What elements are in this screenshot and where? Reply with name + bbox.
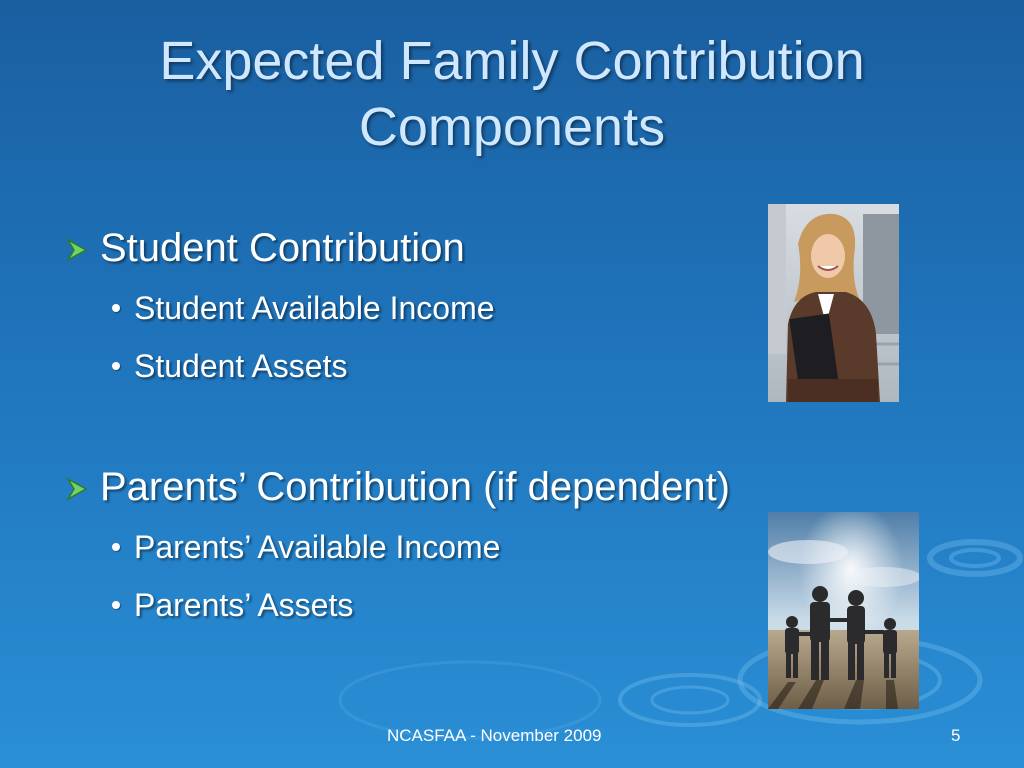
dot-bullet-icon xyxy=(112,304,120,312)
family-beach-photo xyxy=(768,512,919,709)
footer-text: NCASFAA - November 2009 xyxy=(387,726,602,745)
section-heading: Student Contribution xyxy=(100,226,465,270)
bullet-parents-assets xyxy=(112,585,353,625)
dot-bullet-icon xyxy=(112,543,120,551)
slide-title-line-1: Expected Family Contribution xyxy=(159,31,865,91)
dot-bullet-icon xyxy=(112,362,120,370)
student-photo xyxy=(768,204,899,402)
arrow-bullet-icon xyxy=(64,226,100,274)
bullet-student-assets xyxy=(112,346,347,386)
list-item: Student Assets xyxy=(134,348,348,384)
bullet-parents-available-income xyxy=(112,527,500,567)
bullet-student-contribution xyxy=(64,224,465,274)
page-number: 5 xyxy=(951,726,961,745)
list-item: Parents’ Assets xyxy=(134,587,354,623)
list-item: Student Available Income xyxy=(134,290,495,326)
slide-title-line-2: Components xyxy=(358,97,666,157)
dot-bullet-icon xyxy=(112,601,120,609)
bullet-student-available-income xyxy=(112,288,495,328)
bullet-parents-contribution xyxy=(64,463,730,513)
list-item: Parents’ Available Income xyxy=(134,529,501,565)
section-heading: Parents’ Contribution (if dependent) xyxy=(100,465,730,509)
slide-title xyxy=(0,28,1024,160)
arrow-bullet-icon xyxy=(64,465,100,513)
